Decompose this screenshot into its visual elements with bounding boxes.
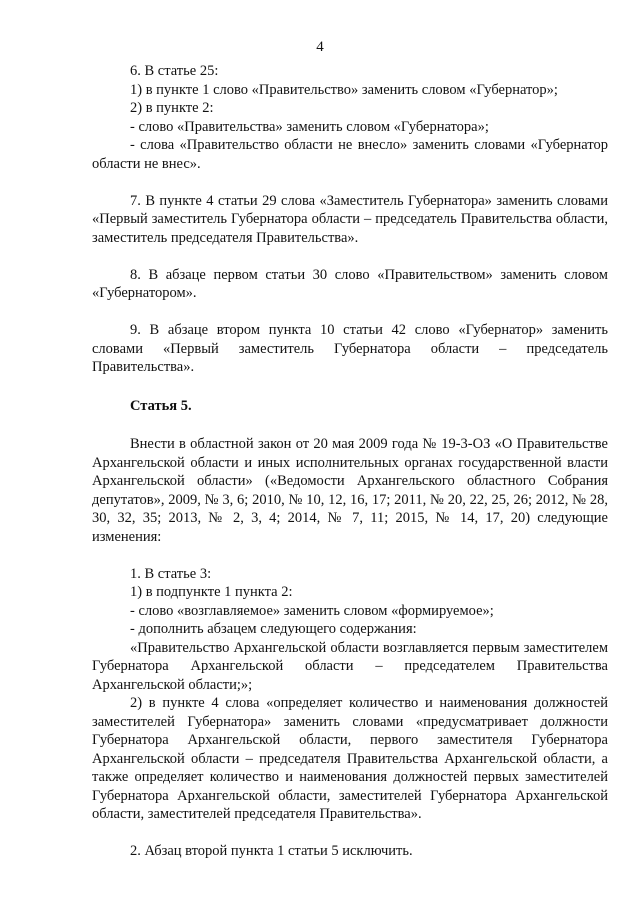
paragraph: Внести в областной закон от 20 мая 2009 года № 19-3-ОЗ «О Правительстве Архангельской области и иных исполнительных органах государственной власти Архангельской области» («Ведомости Архангельского областного Собрания депутатов», 2009, № 3, 6; 2010, № 10, 12, 16, 17; 2011, № 20, 22, 25, 26; 2012, № 28, 30, 32, 35; 2013, № 2, 3, 4; 2014, № 7, 11; 2015, № 14, 17, 20) следующие изменения: bbox=[92, 436, 608, 545]
paragraph: - слова «Правительство области не внесло» заменить словами «Губернатор области не внес». bbox=[92, 137, 608, 172]
paragraph: «Правительство Архангельской области возглавляется первым заместителем Губернатора Архангельской области – председателем Правительства Архангельской области;»; bbox=[92, 639, 608, 693]
paragraph: 9. В абзаце втором пункта 10 статьи 42 слово «Губернатор» заменить словами «Первый заместитель Губернатора области – председатель Правительства». bbox=[92, 322, 608, 375]
page-number: 4 bbox=[316, 39, 324, 55]
paragraph: 8. В абзаце первом статьи 30 слово «Правительством» заменить словом «Губернатором». bbox=[92, 266, 608, 301]
paragraph: 7. В пункте 4 статьи 29 слова «Заместитель Губернатора» заменить словами «Первый заместитель Губернатора области – председатель Правительства области, заместитель председателя Правительства». bbox=[92, 192, 608, 246]
paragraph: - слово «возглавляемое» заменить словом «формируемое»; bbox=[130, 602, 494, 619]
article-heading: Статья 5. bbox=[130, 397, 192, 414]
paragraph: - дополнить абзацем следующего содержания: bbox=[130, 621, 417, 637]
paragraph: 2. Абзац второй пункта 1 статьи 5 исключить. bbox=[130, 843, 413, 859]
paragraph: 1. В статье 3: bbox=[130, 565, 212, 582]
paragraph: - слово «Правительства» заменить словом «Губернатора»; bbox=[130, 118, 489, 135]
paragraph: 2) в пункте 2: bbox=[130, 100, 214, 116]
paragraph: 2) в пункте 4 слова «определяет количество и наименования должностей заместителей Губернатора» заменить словами «предусматривает должности Губернатора Архангельской области, первого заместителя Губернатора Архангельской области – председателя Правительства Архангельской области, а также определяет количество и наименования должностей первых заместителей Губернатора Архангельской области, заместителей Губернатора Архангельской области, заместителей председателя Правительства». bbox=[92, 695, 608, 822]
document-body bbox=[92, 62, 608, 861]
paragraph: 1) в пункте 1 слово «Правительство» заменить словом «Губернатор»; bbox=[130, 81, 558, 98]
paragraph: 6. В статье 25: bbox=[130, 63, 219, 79]
paragraph: 1) в подпункте 1 пункта 2: bbox=[130, 584, 293, 600]
